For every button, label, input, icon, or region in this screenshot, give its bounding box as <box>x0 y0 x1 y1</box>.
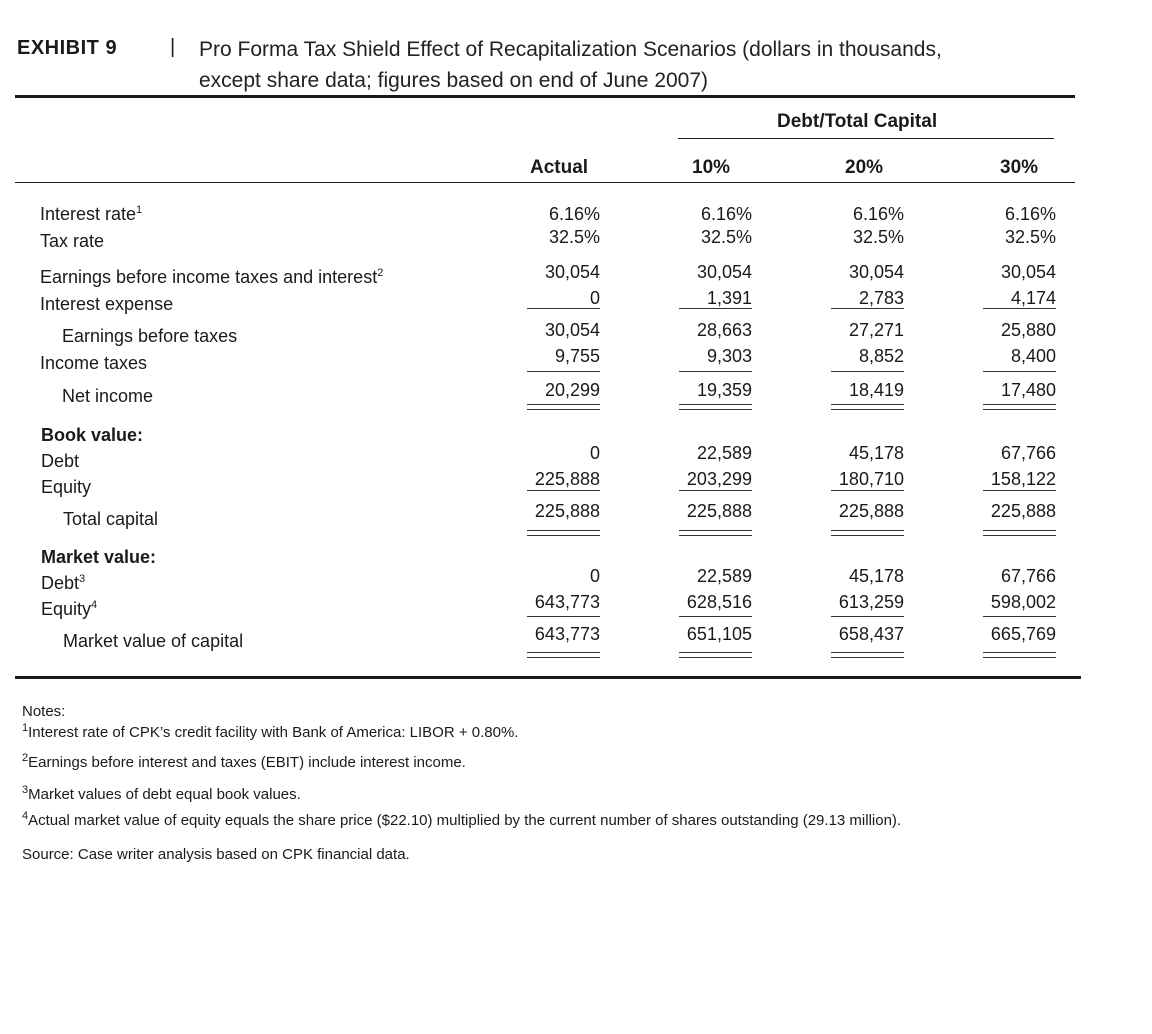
cell-income-taxes-10pct: 9,303 <box>706 346 752 366</box>
title-line-1: Pro Forma Tax Shield Effect of Recapitalization Scenarios (dollars in thousands, <box>199 38 942 61</box>
exhibit-title <box>199 34 942 96</box>
footnote-mark: 4 <box>91 599 98 611</box>
note-4: $^4$Actual market value of equity equals the share price ($22.10) multiplied by the current number of shares outstanding (29.13 million). <box>22 810 902 829</box>
underline-book-equity <box>983 490 1056 491</box>
cell-ebt-actual: 30,054 <box>544 320 600 340</box>
table-bottom-rule <box>15 676 1081 679</box>
cell-net-income-20pct: 18,419 <box>848 380 904 400</box>
label-interest-expense: Interest expense <box>40 294 174 314</box>
label-market-equity: Equity$^4$ <box>41 599 98 619</box>
underline-total-capital-double-bottom <box>983 535 1056 536</box>
label-ebt: Earnings before taxes <box>62 326 238 346</box>
label-tax-rate: Tax rate <box>40 231 105 251</box>
title-rule <box>15 95 1075 98</box>
cell-book-debt-actual: 0 <box>589 443 600 463</box>
cell-market-capital-actual: 643,773 <box>534 624 600 644</box>
cell-ebit-30pct: 30,054 <box>1000 262 1056 282</box>
label-book-debt: Debt <box>41 451 80 471</box>
underline-income-taxes <box>831 371 904 372</box>
cell-ebit-10pct: 30,054 <box>696 262 752 282</box>
underline-net-income-double-top <box>831 404 904 405</box>
label-ebit: Earnings before income taxes and interest$^2$ <box>40 267 384 287</box>
cell-market-debt-20pct: 45,178 <box>848 566 904 586</box>
underline-market-capital-double-bottom <box>831 657 904 658</box>
cell-book-equity-actual: 225,888 <box>534 469 600 489</box>
label-market-capital: Market value of capital <box>63 631 244 651</box>
label-market-debt: Debt$^3$ <box>41 573 86 593</box>
cell-interest-rate-actual: 6.16% <box>548 204 600 224</box>
cell-ebt-10pct: 28,663 <box>696 320 752 340</box>
title-separator: | <box>170 36 176 58</box>
underline-total-capital-double-bottom <box>679 535 752 536</box>
note-1: $^1$Interest rate of CPK’s credit facility with Bank of America: LIBOR + 0.80%. <box>22 722 519 741</box>
cell-total-capital-10pct: 225,888 <box>686 501 752 521</box>
cell-market-debt-10pct: 22,589 <box>696 566 752 586</box>
cell-market-equity-30pct: 598,002 <box>990 592 1056 612</box>
cell-book-equity-10pct: 203,299 <box>686 469 752 489</box>
underline-market-equity <box>679 616 752 617</box>
notes-heading: Notes: <box>22 703 66 720</box>
cell-book-debt-10pct: 22,589 <box>696 443 752 463</box>
cell-book-equity-30pct: 158,122 <box>990 469 1056 489</box>
underline-market-equity <box>831 616 904 617</box>
cell-ebit-20pct: 30,054 <box>848 262 904 282</box>
cell-book-debt-30pct: 67,766 <box>1000 443 1056 463</box>
underline-market-capital-double-bottom <box>527 657 600 658</box>
cell-total-capital-30pct: 225,888 <box>990 501 1056 521</box>
cell-net-income-actual: 20,299 <box>544 380 600 400</box>
cell-net-income-10pct: 19,359 <box>696 380 752 400</box>
underline-net-income-double-bottom <box>527 409 600 410</box>
underline-income-taxes <box>679 371 752 372</box>
label-interest-rate: Interest rate$^1$ <box>40 204 143 224</box>
underline-total-capital-double-top <box>831 530 904 531</box>
group-header: Debt/Total Capital <box>777 111 938 132</box>
underline-interest-expense <box>983 308 1056 309</box>
cell-interest-expense-actual: 0 <box>589 288 600 308</box>
cell-tax-rate-actual: 32.5% <box>548 227 600 247</box>
underline-total-capital-double-bottom <box>527 535 600 536</box>
label-total-capital: Total capital <box>63 509 159 529</box>
underline-net-income-double-top <box>527 404 600 405</box>
label-book-value: Book value: <box>41 425 144 445</box>
underline-total-capital-double-top <box>679 530 752 531</box>
underline-net-income-double-bottom <box>983 409 1056 410</box>
underline-interest-expense <box>527 308 600 309</box>
underline-book-equity <box>527 490 600 491</box>
cell-total-capital-actual: 225,888 <box>534 501 600 521</box>
underline-interest-expense <box>679 308 752 309</box>
cell-total-capital-20pct: 225,888 <box>838 501 904 521</box>
label-net-income: Net income <box>62 386 154 406</box>
header-rule <box>15 182 1075 183</box>
label-income-taxes: Income taxes <box>40 353 148 373</box>
underline-market-capital-double-top <box>527 652 600 653</box>
note-3: $^3$Market values of debt equal book values. <box>22 784 301 803</box>
underline-net-income-double-top <box>983 404 1056 405</box>
label-book-equity: Equity <box>41 477 92 497</box>
underline-net-income-double-bottom <box>831 409 904 410</box>
cell-interest-expense-30pct: 4,174 <box>1010 288 1056 308</box>
col-header-20: 20% <box>845 157 884 178</box>
footnote-mark: 1 <box>136 204 143 216</box>
footnote-mark: 3 <box>79 573 86 585</box>
underline-market-equity <box>983 616 1056 617</box>
cell-net-income-30pct: 17,480 <box>1000 380 1056 400</box>
underline-total-capital-double-top <box>983 530 1056 531</box>
underline-total-capital-double-bottom <box>831 535 904 536</box>
col-header-actual: Actual <box>530 157 589 178</box>
underline-total-capital-double-top <box>527 530 600 531</box>
underline-net-income-double-bottom <box>679 409 752 410</box>
cell-ebt-20pct: 27,271 <box>848 320 904 340</box>
underline-book-equity <box>831 490 904 491</box>
cell-tax-rate-30pct: 32.5% <box>1004 227 1056 247</box>
underline-market-capital-double-top <box>831 652 904 653</box>
label-market-value: Market value: <box>41 547 157 567</box>
cell-tax-rate-20pct: 32.5% <box>852 227 904 247</box>
cell-interest-expense-20pct: 2,783 <box>858 288 904 308</box>
underline-market-capital-double-top <box>679 652 752 653</box>
cell-book-equity-20pct: 180,710 <box>838 469 904 489</box>
cell-interest-rate-30pct: 6.16% <box>1004 204 1056 224</box>
exhibit-label: EXHIBIT 9 <box>17 37 118 59</box>
cell-interest-rate-10pct: 6.16% <box>700 204 752 224</box>
cell-ebt-30pct: 25,880 <box>1000 320 1056 340</box>
cell-ebit-actual: 30,054 <box>544 262 600 282</box>
underline-market-capital-double-bottom <box>679 657 752 658</box>
title-line-2: except share data; figures based on end of June 2007) <box>199 69 709 92</box>
cell-book-debt-20pct: 45,178 <box>848 443 904 463</box>
cell-income-taxes-30pct: 8,400 <box>1010 346 1056 366</box>
cell-market-capital-10pct: 651,105 <box>686 624 752 644</box>
underline-market-capital-double-top <box>983 652 1056 653</box>
cell-market-debt-30pct: 67,766 <box>1000 566 1056 586</box>
cell-market-equity-10pct: 628,516 <box>686 592 752 612</box>
cell-market-debt-actual: 0 <box>589 566 600 586</box>
cell-market-capital-30pct: 665,769 <box>990 624 1056 644</box>
note-2: $^2$Earnings before interest and taxes (EBIT) include interest income. <box>22 752 466 771</box>
underline-interest-expense <box>831 308 904 309</box>
footnote-mark: 2 <box>377 267 384 279</box>
cell-income-taxes-actual: 9,755 <box>554 346 600 366</box>
cell-income-taxes-20pct: 8,852 <box>858 346 904 366</box>
underline-income-taxes <box>527 371 600 372</box>
cell-interest-rate-20pct: 6.16% <box>852 204 904 224</box>
source-note: Source: Case writer analysis based on CPK financial data. <box>22 846 410 863</box>
underline-income-taxes <box>983 371 1056 372</box>
cell-interest-expense-10pct: 1,391 <box>706 288 752 308</box>
cell-market-capital-20pct: 658,437 <box>838 624 904 644</box>
col-header-10: 10% <box>692 157 731 178</box>
cell-tax-rate-10pct: 32.5% <box>700 227 752 247</box>
underline-net-income-double-top <box>679 404 752 405</box>
underline-book-equity <box>679 490 752 491</box>
cell-market-equity-20pct: 613,259 <box>838 592 904 612</box>
underline-market-capital-double-bottom <box>983 657 1056 658</box>
cell-market-equity-actual: 643,773 <box>534 592 600 612</box>
group-header-rule <box>678 138 1054 139</box>
col-header-30: 30% <box>1000 157 1039 178</box>
underline-market-equity <box>527 616 600 617</box>
